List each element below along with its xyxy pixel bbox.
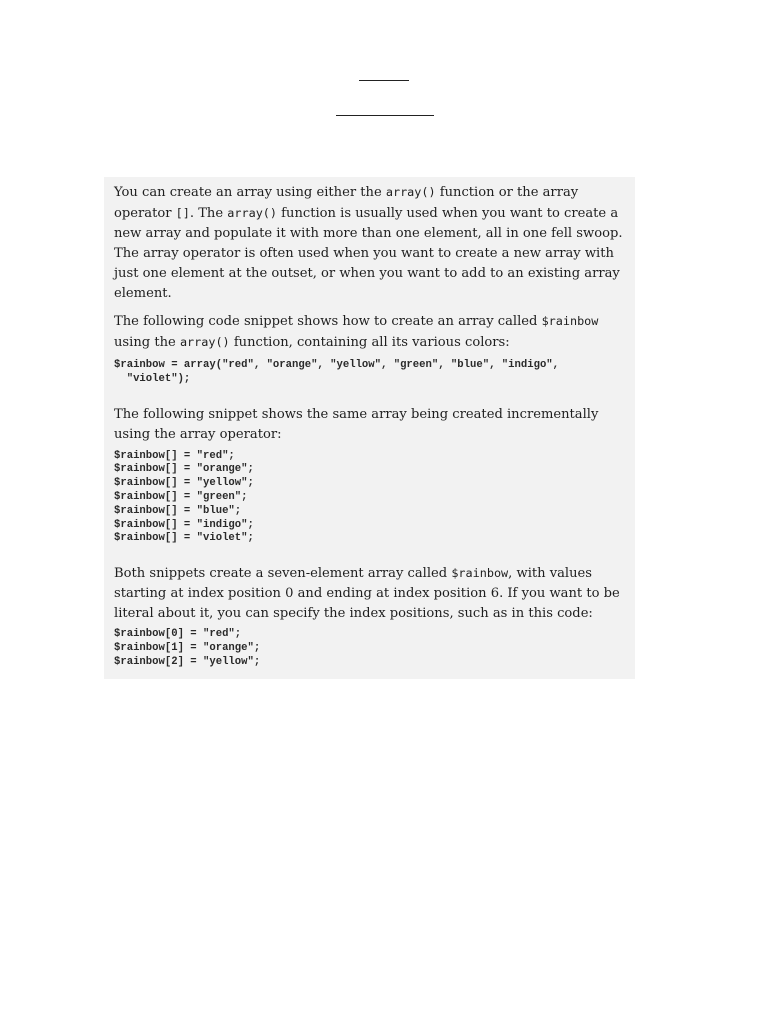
paragraph-array-function: The following code snippet shows how to create an array called $rainbow using the array() function, containing all its various colors: bbox=[114, 314, 599, 350]
code-line: $rainbow[] = "red"; bbox=[114, 449, 235, 462]
code-line: $rainbow[0] = "red"; bbox=[114, 628, 242, 641]
code-line: $rainbow[] = "green"; bbox=[114, 490, 248, 503]
inline-code: [] bbox=[175, 206, 190, 220]
code-line: $rainbow[] = "violet"; bbox=[114, 532, 254, 545]
code-line: $rainbow[] = "indigo"; bbox=[114, 518, 254, 531]
paragraph-array-intro: You can create an array using either the array() function or the array operator []. The array() function is usually used when you want to create a new array and populate it with more than one element, all in one fell swoop. The array operator is often used when you want to create a new array with just one element at the outset, or when you want to add to an existing array element. bbox=[114, 185, 623, 301]
inline-code: $rainbow bbox=[541, 314, 599, 328]
inline-code: array() bbox=[227, 206, 277, 220]
code-line: "violet"); bbox=[114, 372, 191, 385]
code-line: $rainbow[] = "orange"; bbox=[114, 463, 254, 476]
inline-code: $rainbow bbox=[451, 566, 509, 581]
code-block-array-operator bbox=[114, 450, 627, 547]
code-line: $rainbow[1] = "orange"; bbox=[114, 641, 261, 654]
header-rule-second bbox=[336, 115, 434, 116]
paragraph-array-operator: The following snippet shows the same array being created incrementally using the array operator: bbox=[114, 406, 599, 442]
book-excerpt-image bbox=[104, 177, 635, 679]
code-line: $rainbow = array("red", "orange", "yellow", "green", "blue", "indigo", bbox=[114, 359, 560, 371]
header-rule-top bbox=[359, 80, 409, 81]
inline-code: array() bbox=[179, 335, 230, 349]
code-line: $rainbow[2] = "yellow"; bbox=[114, 655, 261, 668]
inline-code: array() bbox=[385, 185, 436, 199]
code-block-index-positions bbox=[114, 628, 627, 669]
code-line: $rainbow[] = "yellow"; bbox=[114, 477, 254, 490]
code-block-array-function bbox=[114, 359, 627, 387]
paragraph-index-positions: Both snippets create a seven-element array called $rainbow, with values starting at index position 0 and ending at index position 6. If you want to be literal about it, you can specify the index positions, such as in this code: bbox=[114, 566, 620, 622]
code-line: $rainbow[] = "blue"; bbox=[114, 504, 242, 517]
